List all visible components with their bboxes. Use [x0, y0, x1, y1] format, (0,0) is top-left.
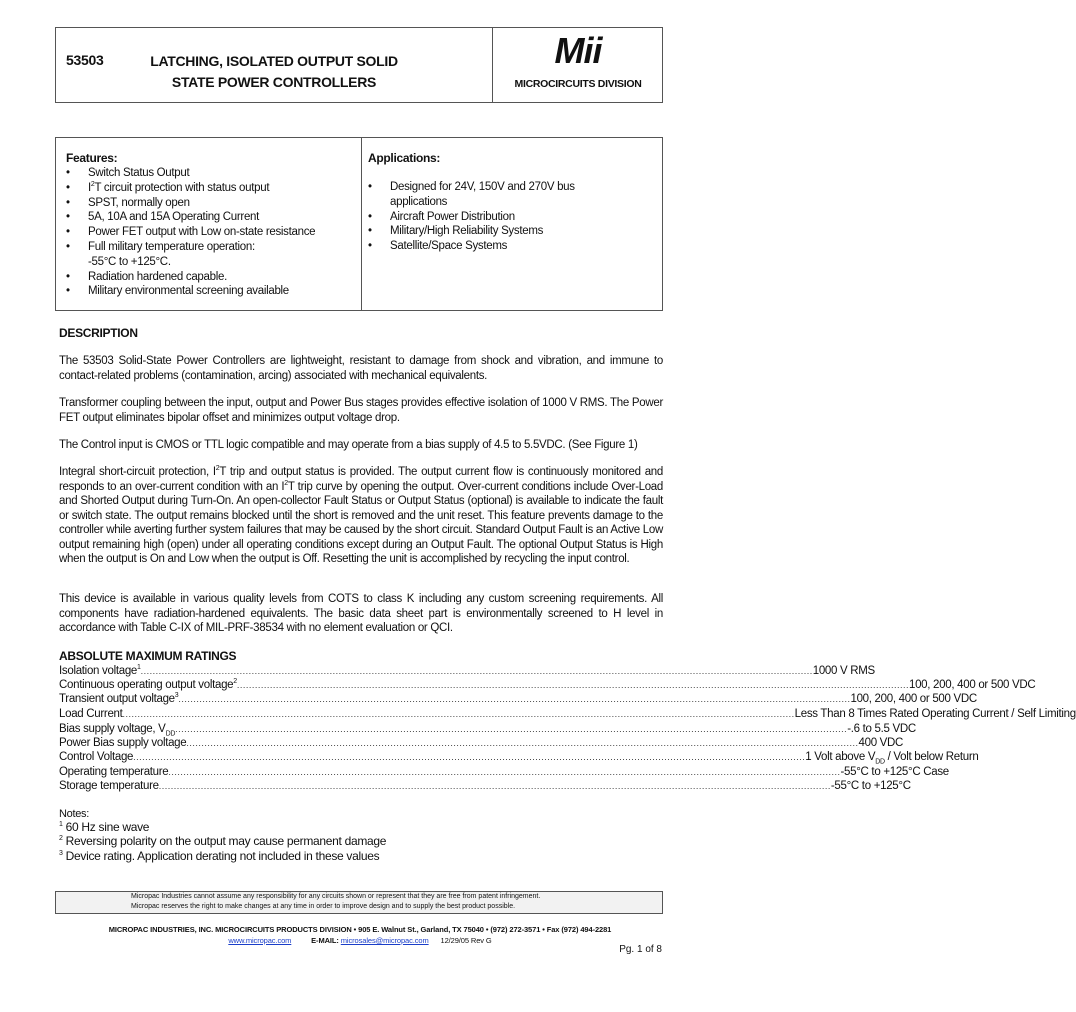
rating-row-isolation: Isolation voltage$^1$ ................................................................................................................................................................................................................................ 1000 V RMS [59, 664, 875, 677]
list-item: • Radiation hardened capable. [66, 270, 227, 283]
page-number: Pg. 1 of 8 [619, 944, 662, 955]
description-heading: DESCRIPTION [59, 326, 138, 340]
note-3: $^3$ Device rating. Application derating not included in these values [59, 849, 380, 863]
header-box [55, 27, 663, 103]
list-item: • Military/High Reliability Systems [368, 225, 544, 238]
company-address: MICROPAC INDUSTRIES, INC. MICROCIRCUITS PRODUCTS DIVISION • 905 E. Walnut St., Garland, TX 75040 • (972) 272-3571 • Fax (972) 494-2281 [108, 925, 612, 934]
contact-line [0, 936, 720, 945]
list-item: • Aircraft Power Distribution [368, 210, 515, 223]
disclaimer-box [55, 891, 663, 914]
rating-row-bias-supply: Bias supply voltage, $V_{DD}$ ................................................................................................................................................................................................................................ -.6 to 5.5 VDC [59, 723, 916, 738]
notes-heading: Notes: [59, 808, 89, 820]
applications-heading: Applications: [368, 151, 441, 165]
title-line-1: LATCHING, ISOLATED OUTPUT SOLID [150, 53, 398, 69]
rating-row-control-voltage: Control Voltage ................................................................................................................................................................................................................................ 1 Volt above $V_{DD}$ / Volt below Return [59, 751, 979, 766]
description-paragraph-3: The Control input is CMOS or TTL logic compatible and may operate from a bias supply of 4.5 to 5.5VDC. (See Figure 1) [59, 439, 638, 451]
description-paragraph-1: The 53503 Solid-State Power Controllers are lightweight, resistant to damage from shock and vibration, and immune to contact-related problems (contamination, arcing) associated with mechanical equivalents. [59, 355, 663, 382]
disclaimer-line-1: Micropac Industries cannot assume any responsibility for any circuits shown or represent that they are free from patent infringement. [131, 893, 541, 900]
features-heading: Features: [66, 151, 118, 165]
rating-row-storage-temp: Storage temperature ................................................................................................................................................................................................................................ -55°C to +125°C [59, 780, 911, 792]
rating-row-load-current: Load Current ................................................................................................................................................................................................................................ Less Than 8 Times Rated Operating Current / Self Limiting [59, 708, 1076, 720]
division-label: MICROCIRCUITS DIVISION [514, 78, 642, 90]
applications-list [358, 180, 658, 254]
ratings-heading: ABSOLUTE MAXIMUM RATINGS [59, 649, 237, 663]
description-paragraph-2: Transformer coupling between the input, output and Power Bus stages provides effective isolation of 1000 V RMS. The Power FET output eliminates bipolar offset and minimizes output voltage drop. [59, 397, 663, 424]
list-item: • Full military temperature operation: -55°C to +125°C. [66, 240, 255, 268]
description-paragraph-4: Integral short-circuit protection, $I^2T$ trip and output status is provided. The output current flow is continuously monitored and responds to an over-current condition with an $I^2T$ trip curve by opening the output. Over-current conditions include Over-Load and Shorted Output during Turn-On. An open-collector Fault Status or Output Status (optional) is available to indicate the fault or switch state. The output remains blocked until the short is removed and the unit reset. This feature prevents damage to the controller while averting further system failures that may be caused by the short circuit. Standard Output Fault is an Active Low output remaining high (open) under all operating conditions except during an Output Fault. The optional Output Status is High when the output is On and Low when the output is Off. Resetting the unit is accomplished by recycling the input control. [59, 465, 663, 565]
company-logo: Mii [554, 30, 602, 71]
list-item: • Switch Status Output [66, 167, 190, 179]
list-item: • Designed for 24V, 150V and 270V bus applications [368, 181, 575, 208]
list-item: • Satellite/Space Systems [368, 240, 508, 253]
list-item: • $I^2T$ circuit protection with status output [66, 180, 270, 194]
features-list [56, 166, 356, 299]
rating-row-continuous-voltage: Continuous operating output voltage$^2$ ................................................................................................................................................................................................................................ 100, 200, 400 or 500 VDC [59, 678, 1036, 691]
list-item: • Military environmental screening available [66, 285, 289, 298]
list-item: • SPST, normally open [66, 196, 190, 209]
website-link[interactable]: www.micropac.com [228, 936, 292, 945]
list-item: • 5A, 10A and 15A Operating Current [66, 211, 260, 224]
part-number: 53503 [66, 52, 104, 68]
temp-range: -55°C to +125°C. [88, 255, 171, 268]
date-revision: 12/29/05 Rev G [440, 936, 492, 945]
email-label: E-MAIL: [311, 936, 339, 945]
rating-row-power-bias: Power Bias supply voltage ................................................................................................................................................................................................................................ 400 VDC [59, 737, 904, 749]
list-item: • Power FET output with Low on-state resistance [66, 226, 316, 239]
disclaimer-line-2: Micropac reserves the right to make changes at any time in order to improve design and to supply the best product possible. [131, 903, 516, 910]
rating-row-transient-voltage: Transient output voltage$^3$ ................................................................................................................................................................................................................................ 100, 200, 400 or 500 VDC [59, 692, 977, 705]
rating-row-operating-temp: Operating temperature ................................................................................................................................................................................................................................ -55°C to +125°C Case [59, 766, 949, 778]
note-1: $^1$ 60 Hz sine wave [59, 820, 150, 834]
note-2: $^2$ Reversing polarity on the output may cause permanent damage [59, 834, 387, 848]
title-line-2: STATE POWER CONTROLLERS [171, 74, 377, 90]
email-link[interactable]: microsales@micropac.com [340, 936, 429, 945]
features-applications-box [55, 137, 663, 311]
description-paragraph-5: This device is available in various quality levels from COTS to class K including any custom screening requirements. All components have radiation-hardened equivalents. The basic data sheet part is environmentally screened to H level in accordance with Table C-IX of MIL-PRF-38534 with no element evaluation or QCI. [59, 593, 663, 634]
